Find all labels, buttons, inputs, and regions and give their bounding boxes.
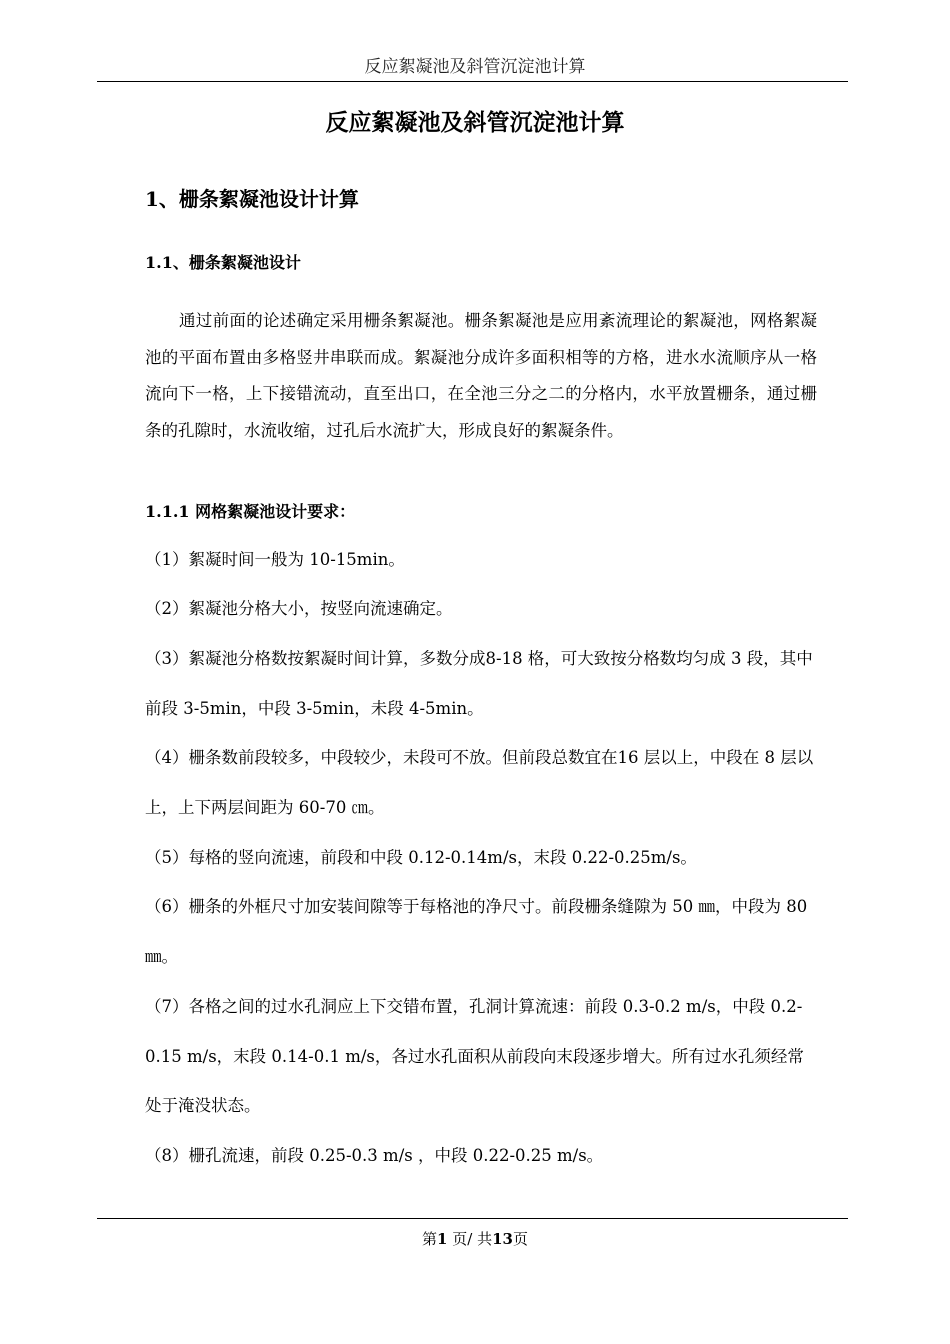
page-separator: 页/ 共 (447, 1230, 493, 1248)
page-footer (0, 1228, 950, 1249)
requirement-item-7: （7）各格之间的过水孔洞应上下交错布置，孔洞计算流速：前段 0.3-0.2 m/s，中段 0.2-0.15 m/s，末段 0.14-0.1 m/s，各过水孔面积从前段向末段逐步增大。所有过水孔须经常处于淹没状态。 (145, 997, 804, 1115)
footer-divider (97, 1218, 848, 1219)
requirement-item-6: （6）栅条的外框尺寸加安装间隙等于每格池的净尺寸。前段栅条缝隙为 50 ㎜，中段为 80 ㎜。 (145, 897, 808, 966)
requirement-item-3: （3）絮凝池分格数按絮凝时间计算，多数分成8-18 格，可大致按分格数均匀成 3 段，其中前段 3-5min，中段 3-5min，未段 4-5min。 (145, 649, 813, 718)
requirement-item-5: （5）每格的竖向流速，前段和中段 0.12-0.14m/s，末段 0.22-0.25m/s。 (145, 848, 697, 867)
page-current: 1 (437, 1230, 448, 1248)
intro-paragraph: 通过前面的论述确定采用栅条絮凝池。栅条絮凝池是应用紊流理论的絮凝池，网格絮凝池的平面布置由多格竖井串联而成。絮凝池分成许多面积相等的方格，进水水流顺序从一格流向下一格，上下接错流动，直至出口，在全池三分之二的分格内，水平放置栅条，通过栅条的孔隙时，水流收缩，过孔后水流扩大，形成良好的絮凝条件。 (145, 311, 817, 440)
section-1-heading: 1、栅条絮凝池设计计算 (145, 187, 359, 211)
page-prefix: 第 (422, 1230, 438, 1248)
requirement-item-8: （8）栅孔流速，前段 0.25-0.3 m/s ，中段 0.22-0.25 m/s。 (145, 1146, 604, 1165)
document-title: 反应絮凝池及斜管沉淀池计算 (325, 109, 625, 136)
requirement-item-4: （4）栅条数前段较多，中段较少，未段可不放。但前段总数宜在16 层以上，中段在 8 层以上，上下两层间距为 60-70 ㎝。 (145, 748, 814, 817)
header-divider (97, 81, 848, 82)
page-suffix: 页 (512, 1230, 528, 1248)
page-total: 13 (492, 1230, 513, 1248)
section-1-1-1-heading: 1.1.1 网格絮凝池设计要求： (145, 502, 356, 521)
requirement-item-2: （2）絮凝池分格大小，按竖向流速确定。 (145, 599, 453, 618)
running-header: 反应絮凝池及斜管沉淀池计算 (364, 57, 586, 77)
section-1-1-heading: 1.1、栅条絮凝池设计 (145, 253, 301, 272)
requirement-item-1: （1）絮凝时间一般为 10-15min。 (145, 550, 405, 569)
